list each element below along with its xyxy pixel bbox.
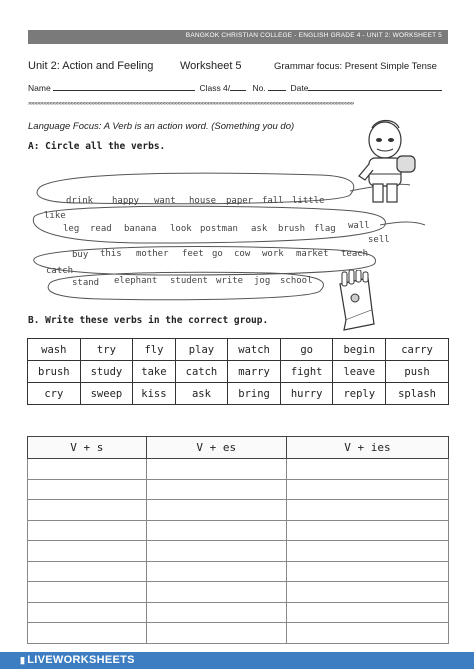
verb-group-table xyxy=(27,436,449,644)
no-label: No. xyxy=(252,83,266,93)
verb-cell: ask xyxy=(175,383,228,405)
cloud-word[interactable]: school xyxy=(280,276,313,286)
answer-cell[interactable] xyxy=(146,623,286,644)
answer-cell[interactable] xyxy=(146,459,286,480)
cloud-word[interactable]: mother xyxy=(136,249,169,259)
answer-cell[interactable] xyxy=(28,602,147,623)
answer-row xyxy=(28,479,449,500)
verb-cell: kiss xyxy=(133,383,175,405)
verb-cell: begin xyxy=(333,339,386,361)
verb-cell: carry xyxy=(386,339,449,361)
answer-row xyxy=(28,623,449,644)
verb-cell: study xyxy=(80,361,133,383)
brand-name: LIVEWORKSHEETS xyxy=(27,654,135,666)
header-text: BANGKOK CHRISTIAN COLLEGE - ENGLISH GRADE 4 - UNIT 2: WORKSHEET 5 xyxy=(185,32,442,39)
verb-cell: fight xyxy=(280,361,333,383)
answer-row xyxy=(28,500,449,521)
logo-icon: ▮ xyxy=(20,655,26,665)
verb-cell: go xyxy=(280,339,333,361)
language-focus: Language Focus: A Verb is an action word. (Something you do) xyxy=(28,121,295,132)
verb-cell: fly xyxy=(133,339,175,361)
table-row xyxy=(28,361,449,383)
cloud-word[interactable]: look xyxy=(170,224,192,234)
group-header-v-s: V + s xyxy=(28,437,147,459)
answer-cell[interactable] xyxy=(146,520,286,541)
answer-cell[interactable] xyxy=(28,479,147,500)
cloud-word[interactable]: wall xyxy=(348,221,370,231)
name-label: Name xyxy=(28,83,51,93)
answer-row xyxy=(28,561,449,582)
answer-cell[interactable] xyxy=(286,541,448,562)
cloud-word[interactable]: flag xyxy=(314,224,336,234)
cloud-word[interactable]: leg xyxy=(63,224,80,234)
verb-cell: catch xyxy=(175,361,228,383)
cloud-word[interactable]: fall xyxy=(262,196,284,206)
cloud-word[interactable]: stand xyxy=(72,278,100,288)
cloud-word[interactable]: this xyxy=(100,249,122,259)
verb-cell: marry xyxy=(228,361,281,383)
info-line xyxy=(28,82,442,93)
section-b-heading: B. Write these verbs in the correct group. xyxy=(28,315,269,326)
answer-cell[interactable] xyxy=(28,561,147,582)
grammar-focus: Grammar focus: Present Simple Tense xyxy=(274,61,437,72)
verb-cell: sweep xyxy=(80,383,133,405)
cloud-word[interactable]: paper xyxy=(226,196,254,206)
answer-cell[interactable] xyxy=(146,582,286,603)
cloud-word[interactable]: write xyxy=(216,276,244,286)
answer-cell[interactable] xyxy=(146,479,286,500)
cloud-word[interactable]: go xyxy=(212,249,223,259)
verb-table xyxy=(27,338,449,405)
answer-cell[interactable] xyxy=(286,602,448,623)
cloud-word[interactable]: ask xyxy=(251,224,268,234)
verb-cell: cry xyxy=(28,383,81,405)
gauntlet-illustration xyxy=(328,270,384,332)
table-row xyxy=(28,339,449,361)
answer-cell[interactable] xyxy=(146,561,286,582)
group-header-v-es: V + es xyxy=(146,437,286,459)
answer-cell[interactable] xyxy=(28,500,147,521)
brand-logo xyxy=(20,652,135,669)
table-header-row xyxy=(28,437,449,459)
answer-cell[interactable] xyxy=(28,582,147,603)
class-field[interactable] xyxy=(230,82,246,91)
answer-cell[interactable] xyxy=(286,623,448,644)
answer-row xyxy=(28,541,449,562)
answer-cell[interactable] xyxy=(146,541,286,562)
unit-title: Unit 2: Action and Feeling xyxy=(28,60,154,72)
superhero-character-illustration xyxy=(355,118,421,208)
answer-cell[interactable] xyxy=(28,459,147,480)
answer-cell[interactable] xyxy=(286,459,448,480)
answer-cell[interactable] xyxy=(28,541,147,562)
verb-cell: reply xyxy=(333,383,386,405)
cloud-word[interactable]: read xyxy=(90,224,112,234)
number-field[interactable] xyxy=(268,82,286,91)
cloud-word[interactable]: little xyxy=(292,196,325,206)
header-bar xyxy=(28,30,448,44)
date-label: Date xyxy=(290,83,309,93)
name-field[interactable] xyxy=(53,82,195,91)
verb-cell: splash xyxy=(386,383,449,405)
cloud-word[interactable]: happy xyxy=(112,196,140,206)
verb-cell: bring xyxy=(228,383,281,405)
verb-cell: try xyxy=(80,339,133,361)
answer-row xyxy=(28,459,449,480)
answer-row xyxy=(28,602,449,623)
cloud-word[interactable]: want xyxy=(154,196,176,206)
cloud-word[interactable]: catch xyxy=(46,266,74,276)
separator-line: »»»»»»»»»»»»»»»»»»»»»»»»»»»»»»»»»»»»»»»»»»»»»»»»»»»»»»»»»»»»»»»»»»»»»»»»»»»»»»»»»»»»»»»»»»»»»»»»»»»»»»»»»»»» xyxy=(28,100,354,107)
answer-cell[interactable] xyxy=(286,520,448,541)
answer-cell[interactable] xyxy=(28,623,147,644)
cloud-word[interactable]: feet xyxy=(182,249,204,259)
cloud-word[interactable]: student xyxy=(170,276,208,286)
cloud-word[interactable]: teach xyxy=(341,249,369,259)
group-header-v-ies: V + ies xyxy=(286,437,448,459)
answer-cell[interactable] xyxy=(146,602,286,623)
answer-cell[interactable] xyxy=(286,582,448,603)
cloud-word[interactable]: market xyxy=(296,249,329,259)
cloud-word[interactable]: buy xyxy=(72,250,89,260)
cloud-word[interactable]: postman xyxy=(200,224,238,234)
answer-row xyxy=(28,582,449,603)
answer-cell[interactable] xyxy=(286,479,448,500)
verb-cell: wash xyxy=(28,339,81,361)
verb-cell: leave xyxy=(333,361,386,383)
table-row xyxy=(28,383,449,405)
answer-row xyxy=(28,520,449,541)
verb-cell: brush xyxy=(28,361,81,383)
answer-cell[interactable] xyxy=(146,500,286,521)
verb-cell: watch xyxy=(228,339,281,361)
class-label: Class 4/ xyxy=(199,83,231,93)
answer-cell[interactable] xyxy=(286,561,448,582)
verb-cell: take xyxy=(133,361,175,383)
date-field[interactable] xyxy=(308,82,442,91)
cloud-word[interactable]: house xyxy=(189,196,217,206)
cloud-word[interactable]: brush xyxy=(278,224,306,234)
cloud-word[interactable]: drink xyxy=(66,196,94,206)
verb-cell: play xyxy=(175,339,228,361)
cloud-word[interactable]: sell xyxy=(368,235,390,245)
cloud-word[interactable]: jog xyxy=(254,276,271,286)
cloud-word[interactable]: cow xyxy=(234,249,251,259)
section-a-heading: A: Circle all the verbs. xyxy=(28,141,166,152)
verb-cell: push xyxy=(386,361,449,383)
cloud-word[interactable]: elephant xyxy=(114,276,158,286)
verb-cell: hurry xyxy=(280,383,333,405)
cloud-word[interactable]: like xyxy=(44,211,66,221)
cloud-word[interactable]: banana xyxy=(124,224,157,234)
answer-cell[interactable] xyxy=(28,520,147,541)
answer-cell[interactable] xyxy=(286,500,448,521)
cloud-word[interactable]: work xyxy=(262,249,284,259)
worksheet-number: Worksheet 5 xyxy=(180,60,242,72)
